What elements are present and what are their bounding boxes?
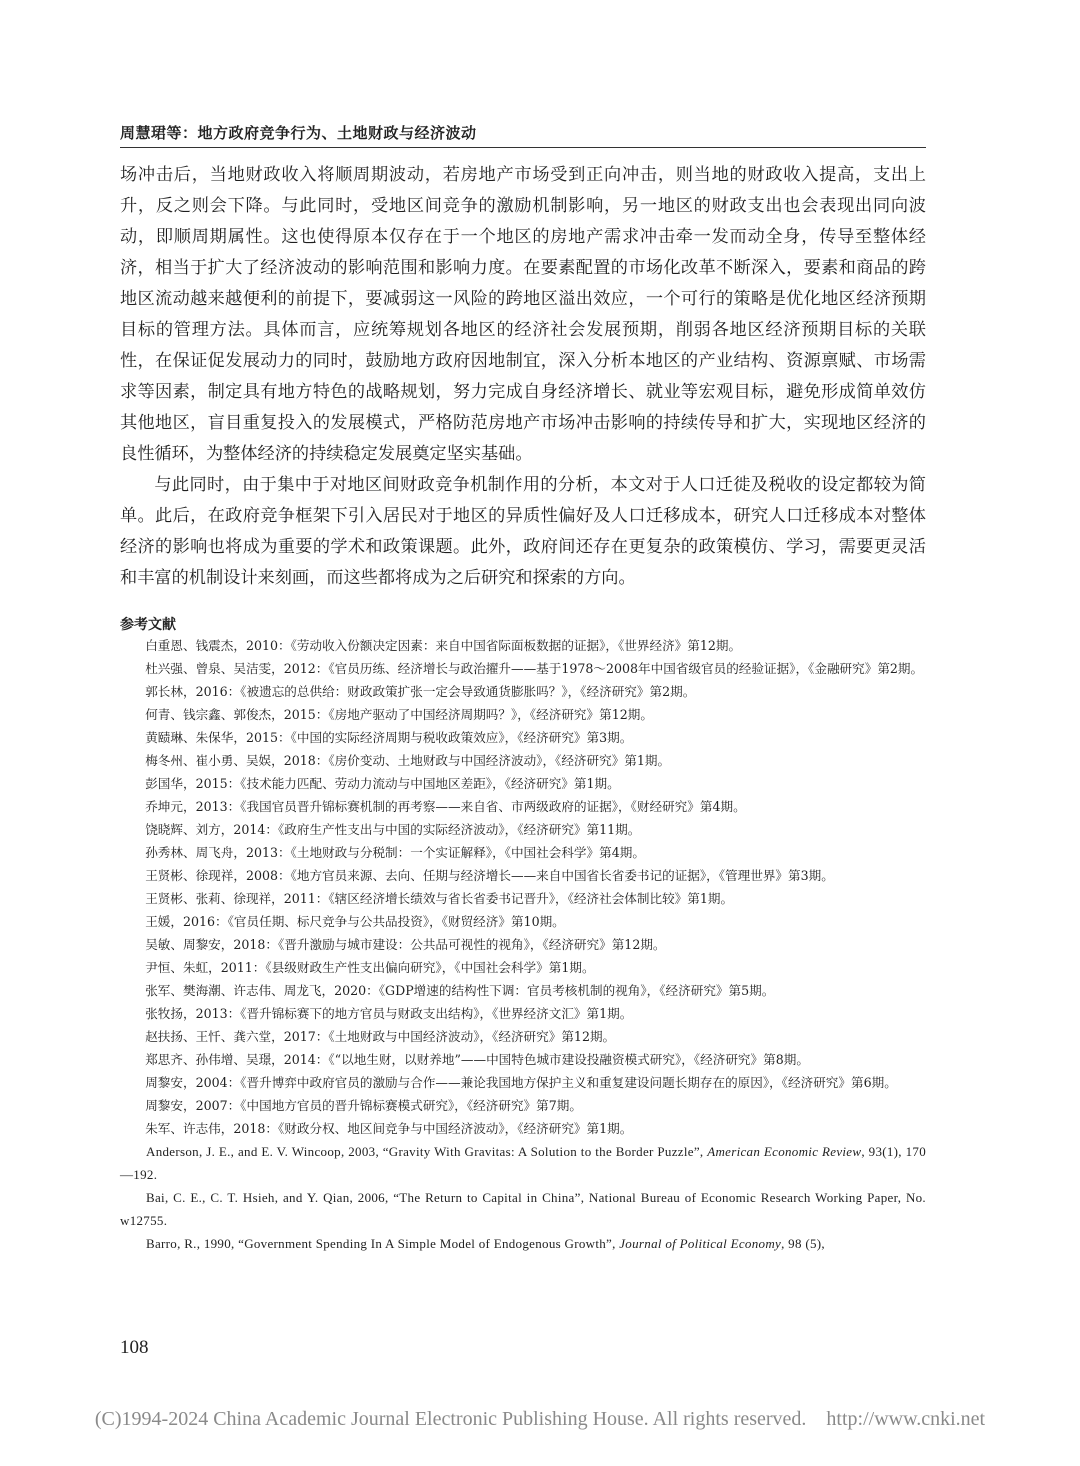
- reference-item: 尹恒、朱虹，2011：《县级财政生产性支出偏向研究》，《中国社会科学》第1期。: [145, 960, 595, 975]
- body-paragraph: 与此同时，由于集中于对地区间财政竞争机制作用的分析，本文对于人口迁徙及税收的设定都较为简单。此后，在政府竞争框架下引入居民对于地区的异质性偏好及人口迁移成本，研究人口迁移成本对整体经济的影响也将成为重要的学术和政策课题。此外，政府间还存在更复杂的政策模仿、学习，需要更灵活和丰富的机制设计来刻画，而这些都将成为之后研究和探索的方向。: [120, 475, 926, 588]
- reference-item: 郑思齐、孙伟增、吴璟，2014：《“以地生财，以财养地”——中国特色城市建设投融资模式研究》，《经济研究》第8期。: [145, 1052, 809, 1067]
- running-header: 周慧珺等：地方政府竞争行为、土地财政与经济波动: [120, 124, 477, 142]
- english-reference-item: [120, 1140, 926, 1186]
- reference-text: , 93(1), 170—192.: [120, 1144, 926, 1182]
- references-heading: 参考文献: [120, 617, 176, 633]
- journal-title: Journal of Political Economy: [619, 1236, 782, 1251]
- journal-title: American Economic Review: [707, 1144, 862, 1159]
- reference-item: 乔坤元，2013：《我国官员晋升锦标赛机制的再考察——来自省、市两级政府的证据》，《财经研究》第4期。: [145, 799, 746, 814]
- reference-item: 何青、钱宗鑫、郭俊杰，2015：《房地产驱动了中国经济周期吗？》，《经济研究》第12期。: [145, 707, 653, 722]
- english-reference-item: [120, 1232, 926, 1255]
- reference-item: 吴敏、周黎安，2018：《晋升激励与城市建设：公共品可视性的视角》，《经济研究》第12期。: [145, 937, 666, 952]
- page-number: 108: [120, 1337, 149, 1358]
- reference-item: 杜兴强、曾泉、吴洁雯，2012：《官员历练、经济增长与政治擢升——基于1978～2008年中国省级官员的经验证据》，《金融研究》第2期。: [145, 661, 924, 676]
- reference-item: 彭国华，2015：《技术能力匹配、劳动力流动与中国地区差距》，《经济研究》第1期。: [145, 776, 620, 791]
- reference-text: Barro, R., 1990, “Government Spending In A Simple Model of Endogenous Growth”,: [146, 1236, 620, 1251]
- copyright-notice: (C)1994-2024 China Academic Journal Electronic Publishing House. All rights reserved. http://www.cnki.net: [94, 1408, 986, 1430]
- reference-item: 张军、樊海潮、许志伟、周龙飞，2020：《GDP增速的结构性下调：官员考核机制的视角》，《经济研究》第5期。: [145, 983, 775, 998]
- reference-item: 孙秀林、周飞舟，2013：《土地财政与分税制：一个实证解释》，《中国社会科学》第4期。: [145, 845, 645, 860]
- reference-item: 梅冬州、崔小勇、吴娱，2018：《房价变动、土地财政与中国经济波动》，《经济研究》第1期。: [145, 753, 671, 768]
- english-reference-item: [120, 1186, 926, 1232]
- body-text: [120, 160, 926, 594]
- body-paragraph: 场冲击后，当地财政收入将顺周期波动，若房地产市场受到正向冲击，则当地的财政收入提高，支出上升，反之则会下降。与此同时，受地区间竞争的激励机制影响，另一地区的财政支出也会表现出同向波动，即顺周期属性。这也使得原本仅存在于一个地区的房地产需求冲击牵一发而动全身，传导至整体经济，相当于扩大了经济波动的影响范围和影响力度。在要素配置的市场化改革不断深入，要素和商品的跨地区流动越来越便利的前提下，要减弱这一风险的跨地区溢出效应，一个可行的策略是优化地区经济预期目标的管理方法。具体而言，应统筹规划各地区的经济社会发展预期，削弱各地区经济预期目标的关联性，在保证促发展动力的同时，鼓励地方政府因地制宜，深入分析本地区的产业结构、资源禀赋、市场需求等因素，制定具有地方特色的战略规划，努力完成自身经济增长、就业等宏观目标，避免形成简单效仿其他地区，盲目重复投入的发展模式，严格防范房地产市场冲击影响的持续传导和扩大，实现地区经济的良性循环，为整体经济的持续稳定发展奠定坚实基础。: [120, 165, 926, 464]
- header-rule: [120, 147, 926, 148]
- reference-item: 王媛，2016：《官员任期、标尺竞争与公共品投资》，《财贸经济》第10期。: [145, 914, 565, 929]
- reference-item: 黄赜琳、朱保华，2015：《中国的实际经济周期与税收政策效应》，《经济研究》第3期。: [145, 730, 633, 745]
- reference-item: 张牧扬，2013：《晋升锦标赛下的地方官员与财政支出结构》，《世界经济文汇》第1期。: [145, 1006, 633, 1021]
- reference-item: 饶晓辉、刘方，2014：《政府生产性支出与中国的实际经济波动》，《经济研究》第11期。: [145, 822, 641, 837]
- reference-item: 王贤彬、张莉、徐现祥，2011：《辖区经济增长绩效与省长省委书记晋升》，《经济社会体制比较》第1期。: [145, 891, 734, 906]
- reference-item: 郭长林，2016：《被遗忘的总供给：财政政策扩张一定会导致通货膨胀吗？》，《经济研究》第2期。: [145, 684, 696, 699]
- references-list: [120, 634, 926, 1255]
- reference-item: 白重恩、钱震杰，2010：《劳动收入份额决定因素：来自中国省际面板数据的证据》，《世界经济》第12期。: [145, 638, 742, 653]
- reference-item: 赵扶扬、王忏、龚六堂，2017：《土地财政与中国经济波动》，《经济研究》第12期。: [145, 1029, 616, 1044]
- reference-text: Anderson, J. E., and E. V. Wincoop, 2003, “Gravity With Gravitas: A Solution to the Border Puzzle”,: [146, 1144, 708, 1159]
- reference-item: 周黎安，2004：《晋升博弈中政府官员的激励与合作——兼论我国地方保护主义和重复建设问题长期存在的原因》，《经济研究》第6期。: [145, 1075, 897, 1090]
- reference-item: 王贤彬、徐现祥，2008：《地方官员来源、去向、任期与经济增长——来自中国省长省委书记的证据》，《管理世界》第3期。: [145, 868, 834, 883]
- reference-text: , 98 (5),: [781, 1236, 825, 1251]
- reference-text: Bai, C. E., C. T. Hsieh, and Y. Qian, 2006, “The Return to Capital in China”, National Bureau of Economic Research Working Paper, No. w12755.: [120, 1190, 926, 1228]
- reference-item: 周黎安，2007：《中国地方官员的晋升锦标赛模式研究》，《经济研究》第7期。: [145, 1098, 582, 1113]
- reference-item: 朱军、许志伟，2018：《财政分权、地区间竞争与中国经济波动》，《经济研究》第1期。: [145, 1121, 633, 1136]
